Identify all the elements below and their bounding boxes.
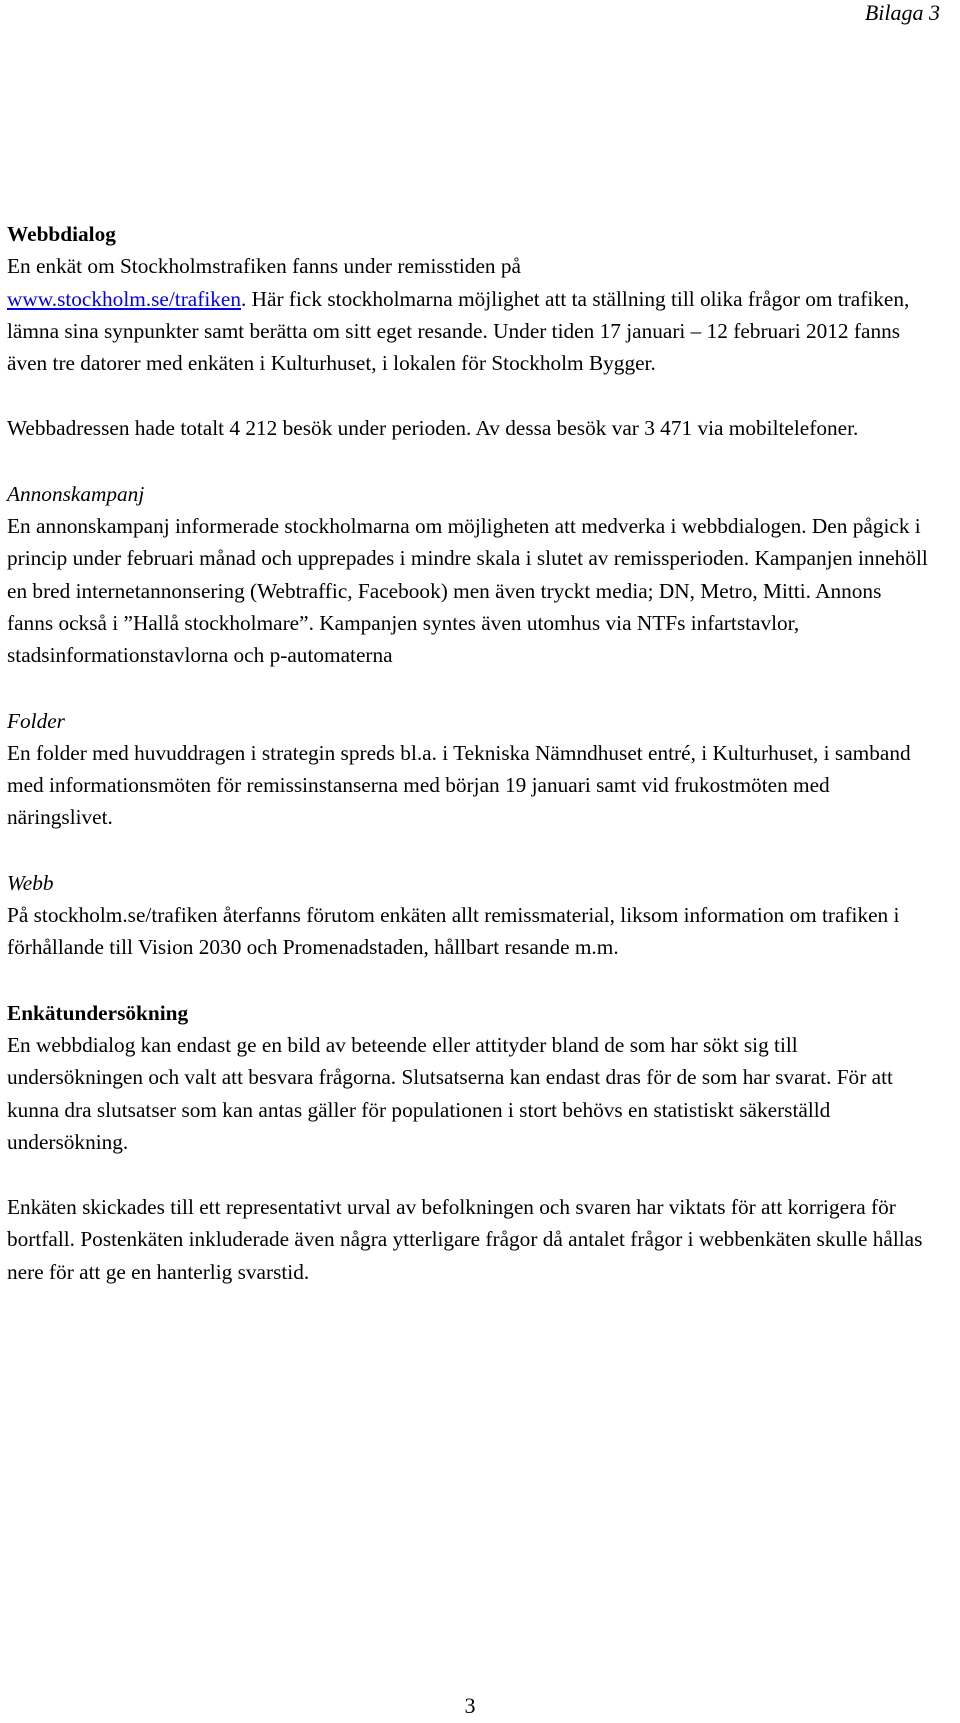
annex-label: Bilaga 3 — [864, 0, 940, 25]
paragraph-webb: På stockholm.se/trafiken återfanns förutom enkäten allt remissmaterial, liksom information om trafiken i förhållande till Vision 2030 och Promenadstaden, hållbart resande m.m. — [7, 903, 900, 960]
page-number: 3 — [464, 1693, 476, 1718]
paragraph-annonskampanj: En annonskampanj informerade stockholmarna om möjligheten att medverka i webbdialogen. Den pågick i princip under februari månad och upprepades i mindre skala i slutet av remissperioden. Kampanjen innehöll en bred internetannonsering (Webtraffic, Facebook) men även tryckt media; DN, Metro, Mitti. Annons fanns också i ”Hallå stockholmare”. Kampanjen syntes även utomhus via NTFs infartstavlor, stadsinformationstavlorna och p-automaterna — [7, 514, 928, 668]
heading-folder: Folder — [7, 708, 65, 733]
paragraph-folder: En folder med huvuddragen i strategin spreds bl.a. i Tekniska Nämndhuset entré, i Kulturhuset, i samband med informationsmöten för remissinstanserna med början 19 januari samt vid frukostmöten med näringslivet. — [7, 740, 911, 830]
document-body — [7, 218, 932, 1288]
trafiken-link[interactable]: www.stockholm.se/trafiken — [7, 286, 242, 311]
webbdialog-intro-text: En enkät om Stockholmstrafiken fanns under remisstiden på — [7, 254, 521, 279]
heading-webbdialog: Webbdialog — [7, 222, 116, 246]
paragraph-webbdialog-1 — [7, 250, 932, 379]
heading-annonskampanj: Annonskampanj — [7, 481, 145, 506]
heading-webb: Webb — [7, 870, 54, 895]
paragraph-enkatundersokning-1: En webbdialog kan endast ge en bild av beteende eller attityder bland de som har sökt sig till undersökningen och valt att besvara frågorna. Slutsatserna kan endast dras för de som har svarat. För att kunna dra slutsatser som kan antas gäller för populationen i stort behövs en statistiskt säkerställd undersökning. — [7, 1032, 893, 1154]
heading-enkatundersokning: Enkätundersökning — [7, 1000, 189, 1025]
paragraph-enkatundersokning-2: Enkäten skickades till ett representativt urval av befolkningen och svaren har viktats för att korrigera för bortfall. Postenkäten inkluderade även några ytterligare frågor då antalet frågor i webbenkäten skulle hållas nere för att ge en hanterlig svarstid. — [7, 1195, 923, 1284]
webbdialog-rest-text: . Här fick stockholmarna möjlighet att ta ställning till olika frågor om trafiken, lämna sina synpunkter samt berätta om sitt eget resande. Under tiden 17 januari – 12 februari 2012 fanns även tre datorer med enkäten i Kulturhuset, i lokalen för Stockholm Bygger. — [7, 286, 910, 376]
paragraph-webbdialog-2: Webbadressen hade totalt 4 212 besök under perioden. Av dessa besök var 3 471 via mobiltelefoner. — [7, 416, 859, 441]
